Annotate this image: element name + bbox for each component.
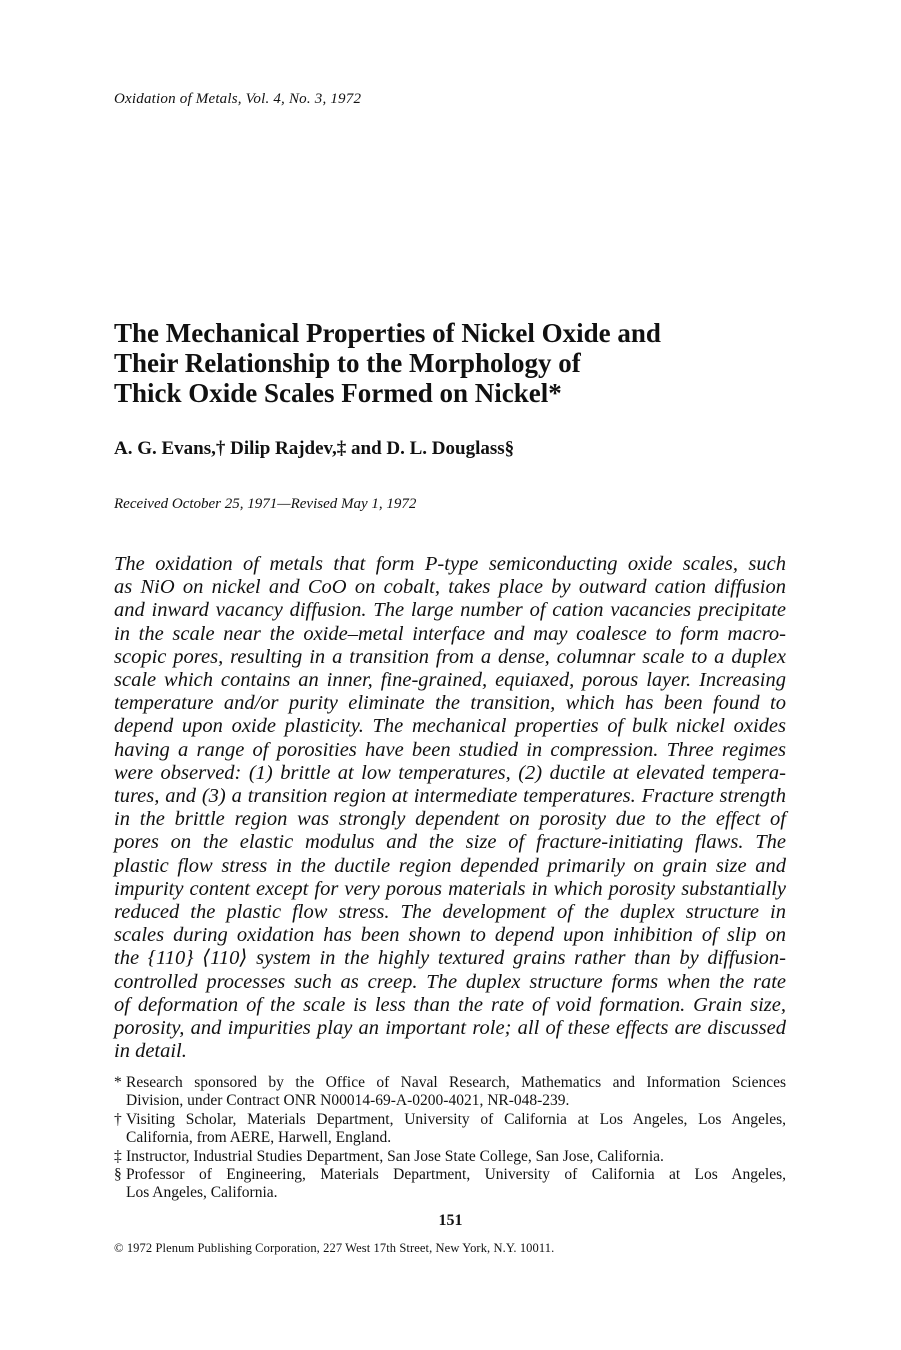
abstract-line: depend upon oxide plasticity. The mechanical properties of bulk nickel oxides	[114, 715, 786, 738]
journal-citation: Oxidation of Metals, Vol. 4, No. 3, 1972	[114, 91, 362, 107]
abstract-line: in the scale near the oxide–metal interface and may coalesce to form macro-	[114, 622, 786, 645]
abstract-line: were observed: (1) brittle at low temperatures, (2) ductile at elevated tempera-	[114, 761, 786, 784]
abstract-line: porosity, and impurities play an important role; all of these effects are discussed	[114, 1017, 786, 1040]
abstract-line: the {110} ⟨110⟩ system in the highly textured grains rather than by diffusion-	[114, 947, 786, 970]
abstract-line: as NiO on nickel and CoO on cobalt, takes place by outward cation diffusion	[114, 576, 786, 599]
paper-title	[114, 318, 814, 408]
abstract-line: having a range of porosities have been studied in compression. Three regimes	[114, 738, 786, 761]
abstract-line: controlled processes such as creep. The duplex structure forms when the rate	[114, 970, 786, 993]
abstract	[114, 553, 786, 1063]
abstract-line: of deformation of the scale is less than the rate of void formation. Grain size,	[114, 993, 786, 1016]
copyright-notice: © 1972 Plenum Publishing Corporation, 227 West 17th Street, New York, N.Y. 10011.	[114, 1241, 555, 1255]
author-list: A. G. Evans,† Dilip Rajdev,‡ and D. L. Douglass§	[114, 438, 515, 459]
footnote-line: California, from AERE, Harwell, England.	[126, 1129, 392, 1147]
title-line: Thick Oxide Scales Formed on Nickel*	[114, 378, 562, 408]
received-dates: Received October 25, 1971—Revised May 1, 1972	[114, 496, 417, 512]
abstract-line: scopic pores, resulting in a transition from a dense, columnar scale to a duplex	[114, 645, 786, 668]
footnote-mark: †	[114, 1110, 122, 1128]
abstract-line: impurity content except for very porous materials in which porosity substantially	[114, 877, 786, 900]
abstract-line: pores on the elastic modulus and the size of fracture-initiating flaws. The	[114, 831, 786, 854]
abstract-line: in the brittle region was strongly dependent on porosity due to the effect of	[114, 808, 786, 831]
footnote-line: Visiting Scholar, Materials Department, University of California at Los Angeles, Los Angeles,	[126, 1110, 786, 1128]
abstract-line: tures, and (3) a transition region at intermediate temperatures. Fracture strength	[114, 785, 786, 808]
footnote-line: Professor of Engineering, Materials Department, University of California at Los Angeles,	[126, 1166, 786, 1184]
abstract-line: plastic flow stress in the ductile region depended primarily on grain size and	[114, 854, 786, 877]
footnote-funding	[114, 1074, 786, 1111]
footnote-line: Division, under Contract ONR N00014-69-A-0200-4021, NR-048-239.	[126, 1092, 570, 1110]
abstract-line: reduced the plastic flow stress. The development of the duplex structure in	[114, 901, 786, 924]
footnote-mark: §	[114, 1166, 122, 1184]
footnote-evans	[114, 1111, 786, 1148]
footnote-mark: ‡	[114, 1147, 122, 1165]
abstract-line: scales during oxidation has been shown to depend upon inhibition of slip on	[114, 924, 786, 947]
footnote-line: Los Angeles, California.	[126, 1184, 278, 1202]
footnote-rajdev	[114, 1148, 786, 1166]
footnote-line: Instructor, Industrial Studies Department, San Jose State College, San Jose, California.	[126, 1147, 664, 1165]
footnotes	[114, 1074, 786, 1203]
abstract-line: temperature and/or purity eliminate the transition, which has been found to	[114, 692, 786, 715]
abstract-line: and inward vacancy diffusion. The large number of cation vacancies precipitate	[114, 599, 786, 622]
footnote-douglass	[114, 1166, 786, 1203]
abstract-line: in detail.	[114, 1040, 187, 1063]
abstract-line: The oxidation of metals that form P-type semiconducting oxide scales, such	[114, 553, 786, 575]
footnote-line: Research sponsored by the Office of Naval Research, Mathematics and Information Sciences	[126, 1074, 786, 1091]
page-number: 151	[438, 1212, 463, 1229]
abstract-line: scale which contains an inner, fine-grained, equiaxed, porous layer. Increasing	[114, 669, 786, 692]
title-line: Their Relationship to the Morphology of	[114, 348, 581, 378]
footnote-mark: *	[114, 1074, 122, 1091]
title-line: The Mechanical Properties of Nickel Oxide and	[114, 318, 661, 348]
